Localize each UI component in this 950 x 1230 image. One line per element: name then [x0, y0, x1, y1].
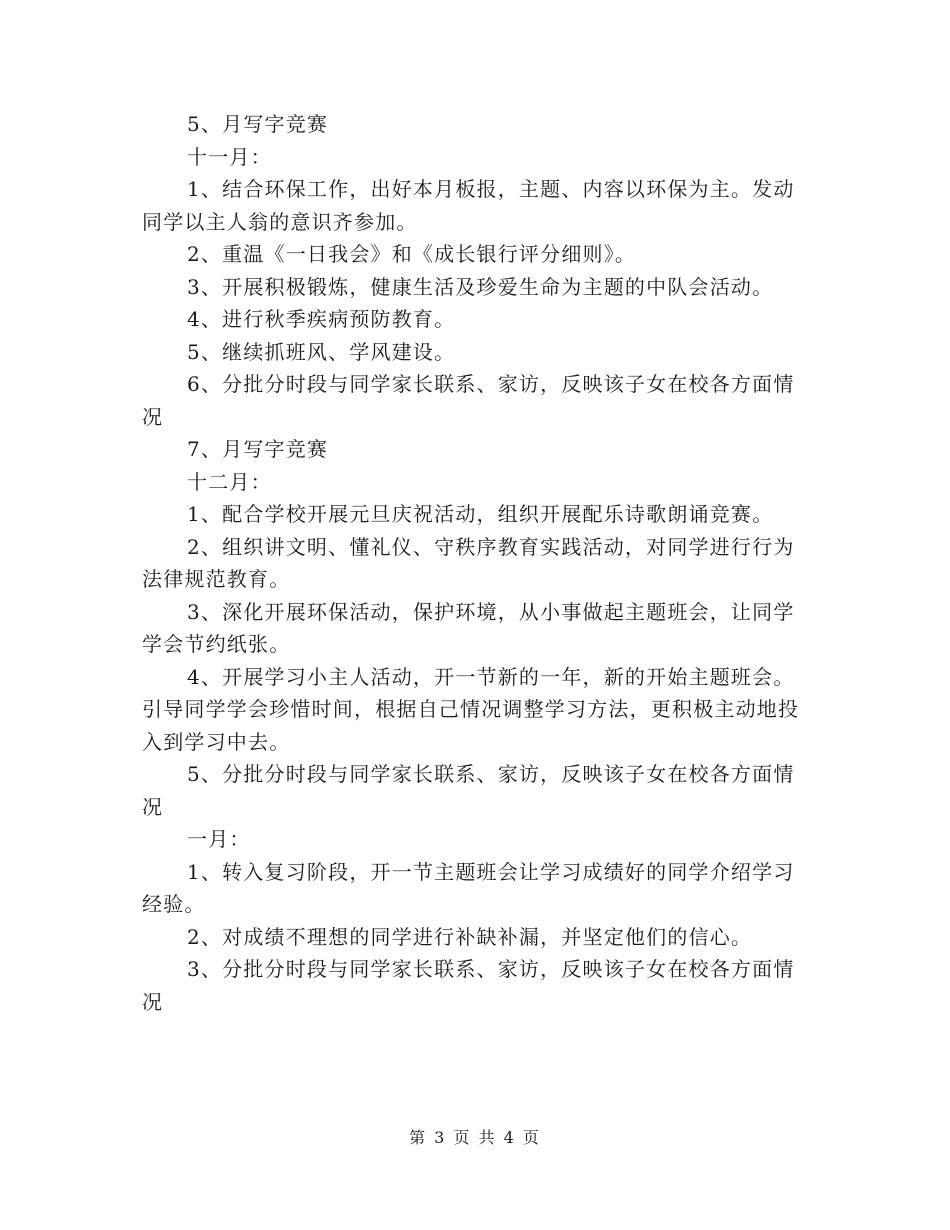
paragraph: 6、分批分时段与同学家长联系、家访，反映该子女在校各方面情况 [142, 372, 795, 429]
paragraph: 2、组织讲文明、懂礼仪、守秩序教育实践活动，对同学进行行为法律规范教育。 [142, 534, 795, 591]
paragraph: 3、分批分时段与同学家长联系、家访，反映该子女在校各方面情况 [142, 957, 795, 1014]
section-heading-december: 十二月： [187, 469, 272, 494]
paragraph: 7、月写字竞赛 [187, 437, 329, 461]
paragraph: 1、结合环保工作，出好本月板报，主题、内容以环保为主。发动同学以主人翁的意识齐参加。 [142, 177, 795, 234]
section-heading-november: 十一月： [187, 144, 272, 169]
paragraph: 3、开展积极锻炼，健康生活及珍爱生命为主题的中队会活动。 [187, 274, 774, 299]
paragraph: 5、月写字竞赛 [187, 112, 329, 136]
paragraph: 4、开展学习小主人活动，开一节新的一年，新的开始主题班会。引导同学学会珍惜时间，根据自己情况调整学习方法，更积极主动地投入到学习中去。 [142, 664, 800, 754]
paragraph: 3、深化开展环保活动，保护环境，从小事做起主题班会，让同学学会节约纸张。 [142, 599, 795, 656]
paragraph: 5、分批分时段与同学家长联系、家访，反映该子女在校各方面情况 [142, 762, 795, 819]
section-heading-january: 一月： [187, 827, 251, 851]
page-number-footer: 第 3 页 共 4 页 [409, 1128, 541, 1147]
paragraph: 2、对成绩不理想的同学进行补缺补漏，并坚定他们的信心。 [187, 924, 753, 949]
paragraph: 1、配合学校开展元旦庆祝活动，组织开展配乐诗歌朗诵竞赛。 [187, 502, 774, 526]
document-body [142, 108, 812, 1018]
paragraph: 4、进行秋季疾病预防教育。 [187, 307, 456, 331]
paragraph: 5、继续抓班风、学风建设。 [187, 339, 456, 364]
paragraph: 2、重温《一日我会》和《成长银行评分细则》。 [187, 242, 637, 266]
paragraph: 1、转入复习阶段，开一节主题班会让学习成绩好的同学介绍学习经验。 [142, 859, 795, 916]
